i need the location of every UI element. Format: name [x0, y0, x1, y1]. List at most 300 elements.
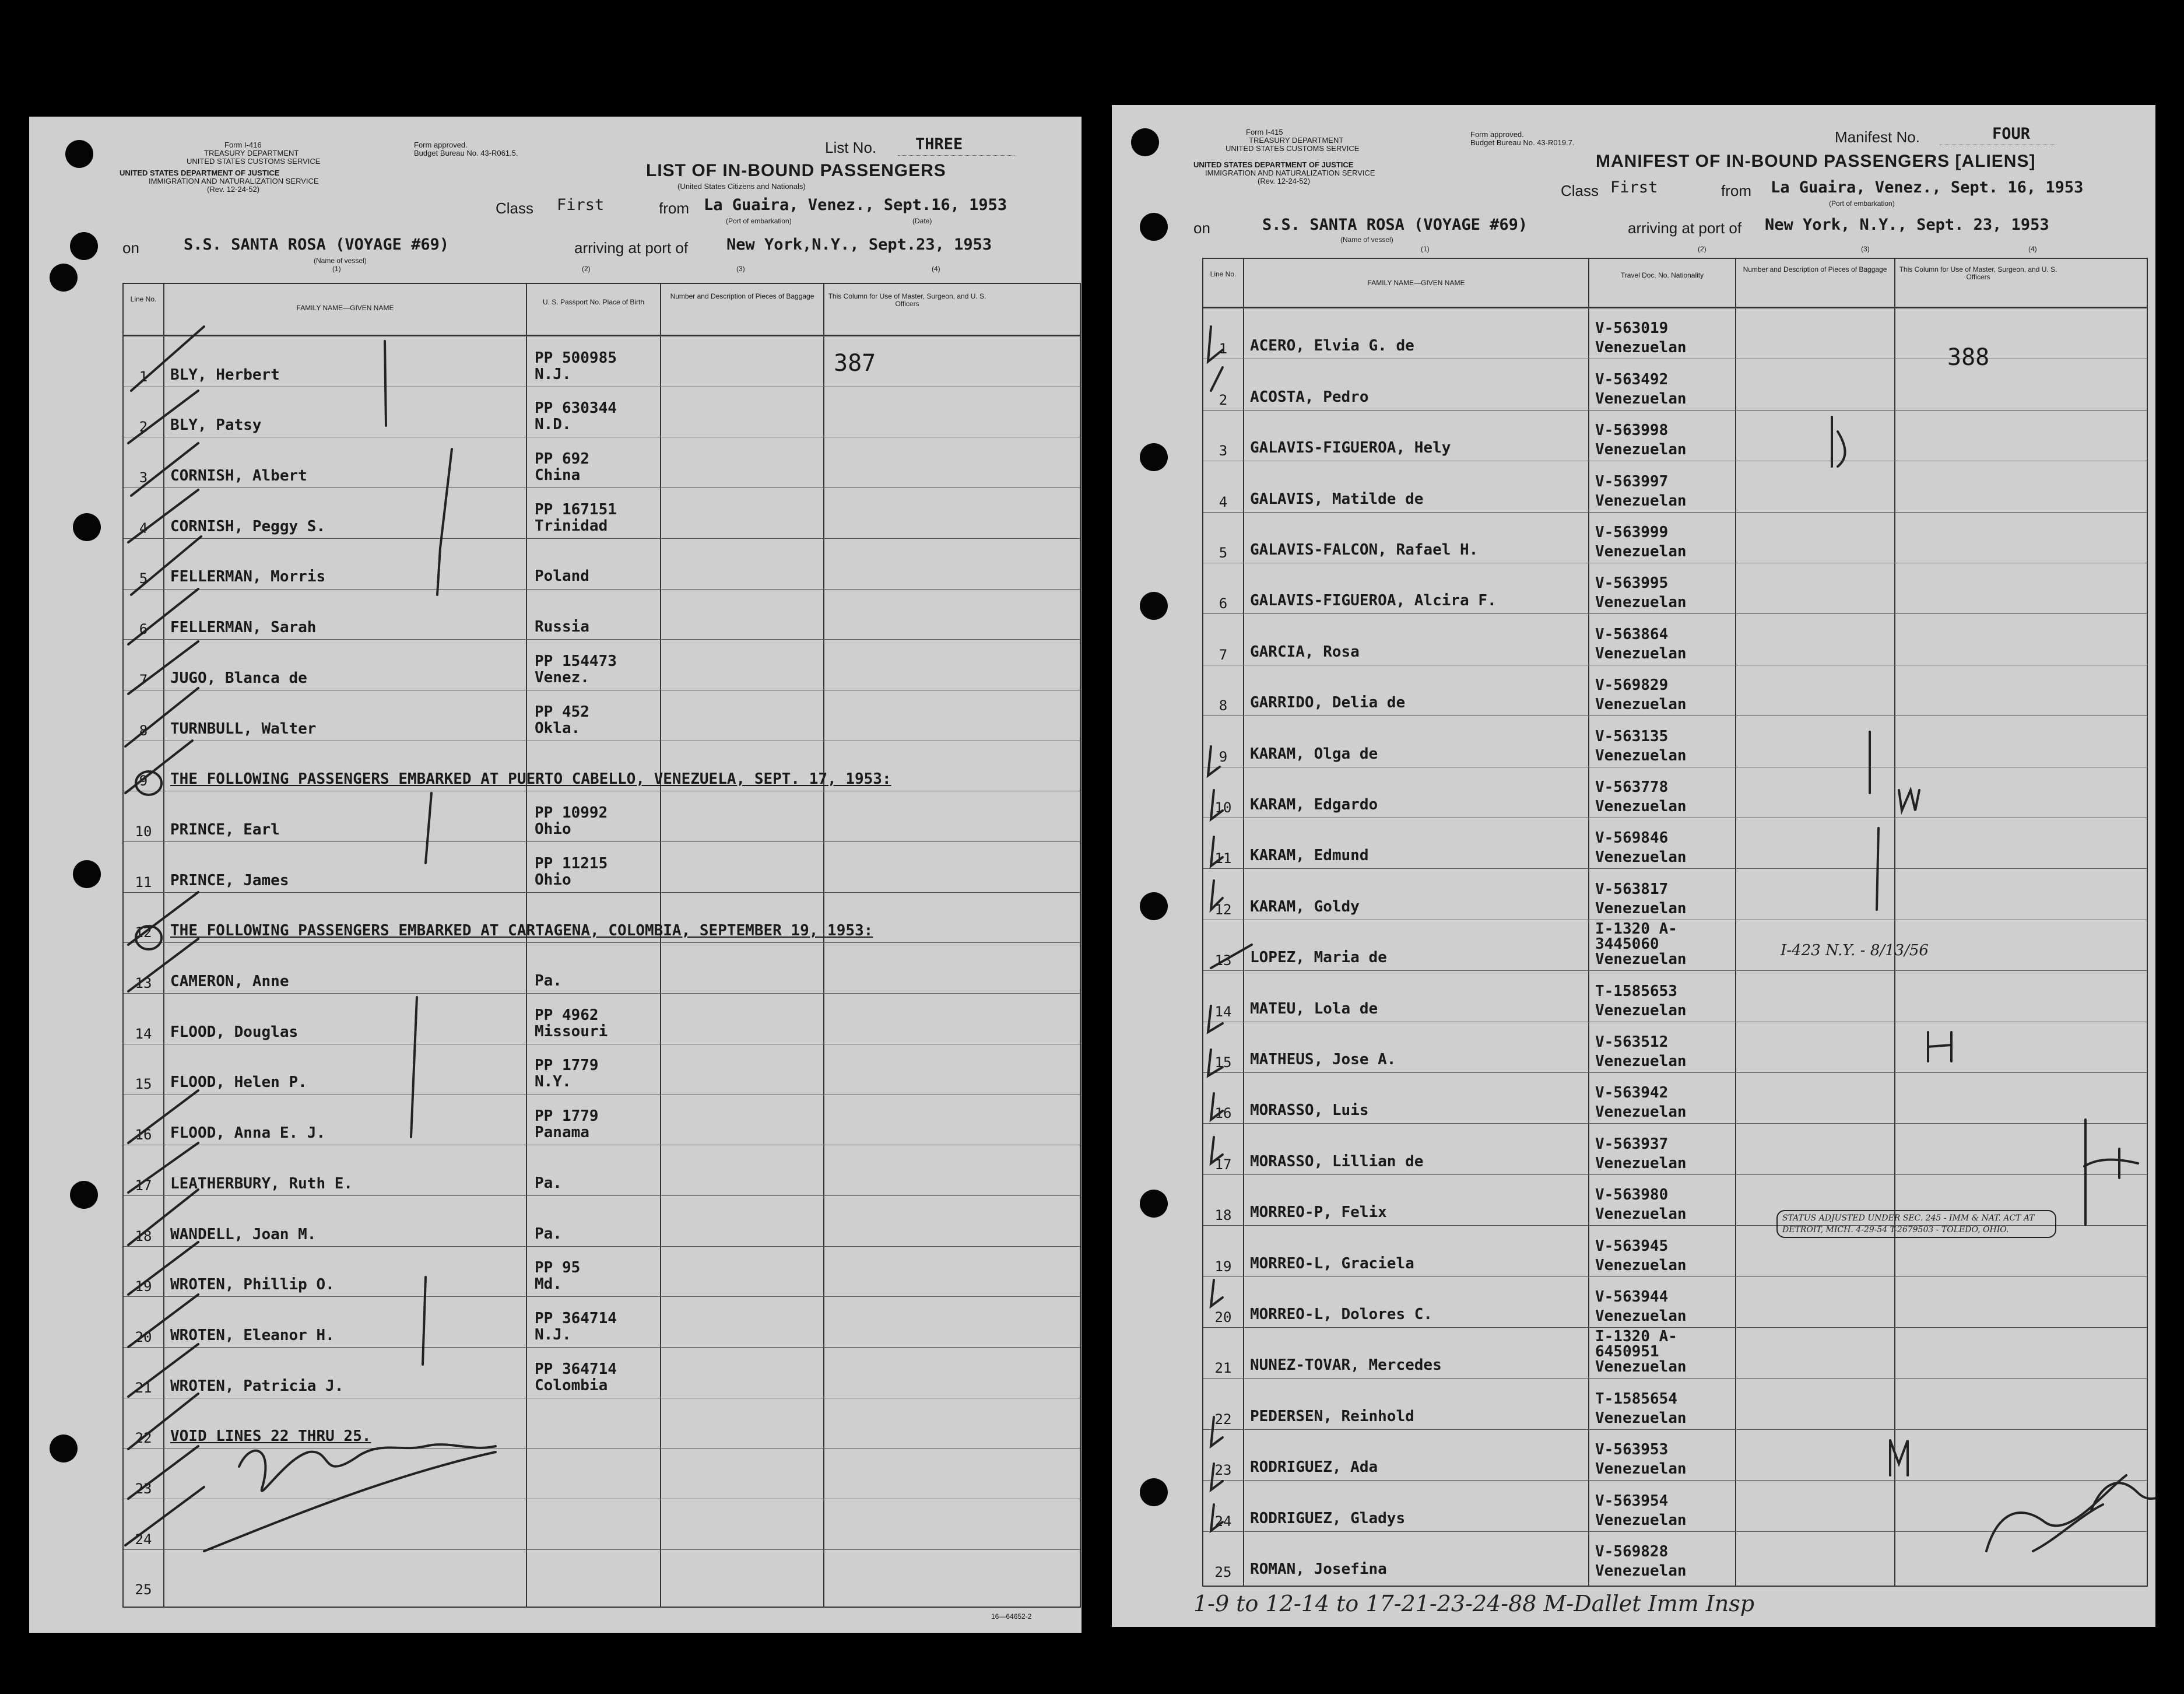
passenger-name: FLOOD, Helen P.: [170, 1074, 307, 1092]
travel-doc-number: V-563980: [1595, 1186, 1669, 1204]
page-title: LIST OF IN-BOUND PASSENGERS: [646, 161, 946, 180]
line-number: 22: [1214, 1411, 1232, 1428]
travel-doc-number: V-563954: [1595, 1492, 1669, 1510]
inbound-passenger-list-sheet: [29, 117, 1082, 1633]
place-of-birth: China: [535, 467, 581, 485]
travel-doc-number: V-563135: [1595, 727, 1669, 745]
header-officers: This Column for Use of Master, Surgeon, and U. S. Officers: [1899, 265, 2057, 281]
passenger-name: MORASSO, Luis: [1250, 1102, 1369, 1120]
line-number: 13: [1214, 952, 1232, 969]
passport-number: PP 630344: [535, 399, 617, 418]
line-number: 20: [1214, 1309, 1232, 1325]
travel-doc-number: V-563937: [1595, 1135, 1669, 1153]
col-num-3: (3): [1861, 245, 1870, 253]
passenger-name: WROTEN, Patricia J.: [170, 1377, 344, 1395]
passport-number: PP 167151: [535, 500, 617, 518]
col-num-3: (3): [736, 265, 745, 273]
travel-doc-number: V-569828: [1595, 1542, 1669, 1560]
nationality: Venezuelan: [1595, 339, 1687, 357]
customs-service: UNITED STATES CUSTOMS SERVICE: [187, 157, 321, 166]
line-number: 7: [139, 671, 148, 688]
passenger-name: NUNEZ-TOVAR, Mercedes: [1250, 1356, 1442, 1374]
line-number: 18: [1214, 1207, 1232, 1224]
passenger-name: CORNISH, Peggy S.: [170, 517, 326, 535]
table-row: [1203, 461, 2147, 512]
table-row: [124, 487, 1080, 539]
nationality: Venezuelan: [1595, 492, 1687, 510]
place-of-birth: N.D.: [535, 416, 571, 434]
line-number: 4: [1219, 493, 1228, 510]
customs-service: UNITED STATES CUSTOMS SERVICE: [1226, 144, 1360, 153]
table-row: [1203, 665, 2147, 716]
col-num-2: (2): [582, 265, 591, 273]
passenger-name: GALAVIS-FIGUEROA, Hely: [1250, 439, 1451, 457]
binder-hole: [50, 1435, 78, 1462]
passenger-name: MATHEUS, Jose A.: [1250, 1050, 1396, 1068]
line-number: 21: [1214, 1360, 1232, 1377]
table-row: [1203, 308, 2147, 359]
table-row: [124, 690, 1080, 741]
nationality: Venezuelan: [1595, 1358, 1687, 1376]
vessel-value: S.S. SANTA ROSA (VOYAGE #69): [184, 236, 450, 254]
passenger-name: ACERO, Elvia G. de: [1250, 337, 1414, 355]
form-number: Form I-415: [1246, 128, 1283, 136]
passport-number: PP 1779: [535, 1107, 599, 1125]
travel-doc-number: V-563998: [1595, 422, 1669, 440]
line-number: 15: [1214, 1054, 1232, 1071]
travel-doc-number: V-563864: [1595, 625, 1669, 643]
line-number: 12: [135, 924, 152, 941]
travel-doc-number: V-563953: [1595, 1441, 1669, 1459]
page-subtitle: (United States Citizens and Nationals): [677, 182, 806, 191]
line-number: 9: [1219, 748, 1228, 765]
class-value: First: [557, 196, 605, 214]
passenger-name: RODRIGUEZ, Ada: [1250, 1458, 1378, 1476]
travel-doc-number: V-563944: [1595, 1288, 1669, 1306]
place-of-birth: Okla.: [535, 719, 581, 737]
line-number: 5: [1219, 544, 1228, 561]
passenger-name: MORREO-L, Dolores C.: [1250, 1305, 1433, 1323]
nationality: Venezuelan: [1595, 1460, 1687, 1478]
class-label: Class: [1561, 182, 1599, 199]
table-row: [124, 741, 1080, 792]
passenger-name: TURNBULL, Walter: [170, 720, 317, 738]
table-row: [124, 942, 1080, 994]
travel-doc-number: V-563995: [1595, 574, 1669, 592]
line-number: 15: [135, 1076, 152, 1093]
handwritten-lopez-note: I-423 N.Y. - 8/13/56: [1781, 942, 1929, 959]
class-label: Class: [496, 199, 534, 217]
header-officers: This Column for Use of Master, Surgeon, and U. S. Officers: [828, 292, 986, 308]
table-row: [1203, 563, 2147, 614]
arriving-label: arriving at port of: [1628, 219, 1742, 237]
line-number: 18: [135, 1227, 152, 1244]
passenger-name: FLOOD, Anna E. J.: [170, 1124, 326, 1142]
line-number: 12: [1214, 901, 1232, 918]
passport-number: PP 95: [535, 1259, 581, 1277]
table-row: [1203, 1123, 2147, 1174]
passport-number: PP 692: [535, 450, 589, 468]
manifest-no-value: FOUR: [1992, 125, 2031, 143]
passenger-name: KARAM, Goldy: [1250, 897, 1360, 916]
travel-doc-number: V-563942: [1595, 1084, 1669, 1102]
passenger-name: ROMAN, Josefina: [1250, 1560, 1387, 1578]
embarkation-note-row: THE FOLLOWING PASSENGERS EMBARKED AT CARTAGENA, COLOMBIA, SEPTEMBER 19, 1953:: [170, 922, 873, 940]
passenger-name: RODRIGUEZ, Gladys: [1250, 1509, 1406, 1527]
table-row: [1203, 970, 2147, 1022]
nationality: Venezuelan: [1595, 594, 1687, 612]
table-row: [124, 1246, 1080, 1297]
line-number: 23: [135, 1481, 152, 1497]
class-value: First: [1610, 178, 1658, 197]
header-passport: U. S. Passport No. Place of Birth: [542, 298, 645, 306]
nationality: Venezuelan: [1595, 696, 1687, 714]
nationality: Venezuelan: [1595, 1562, 1687, 1580]
passenger-name: FELLERMAN, Morris: [170, 568, 326, 586]
passenger-name: WANDELL, Joan M.: [170, 1225, 317, 1243]
place-of-birth: Ohio: [535, 871, 571, 889]
line-number: 23: [1214, 1462, 1232, 1479]
line-number: 14: [135, 1025, 152, 1042]
place-of-birth: Md.: [535, 1275, 562, 1293]
passenger-name: CORNISH, Albert: [170, 467, 307, 485]
table-row: [1203, 1378, 2147, 1429]
binder-hole: [1140, 213, 1168, 241]
treasury-dept: TREASURY DEPARTMENT: [1249, 136, 1344, 145]
table-row: [1203, 1276, 2147, 1328]
port-embark-note: (Port of embarkation): [1829, 199, 1895, 208]
table-row: [124, 336, 1080, 387]
passenger-name: BLY, Patsy: [170, 416, 262, 434]
travel-doc-number: V-563512: [1595, 1033, 1669, 1051]
passport-number: PP 364714: [535, 1309, 617, 1327]
justice-dept: UNITED STATES DEPARTMENT OF JUSTICE: [120, 169, 280, 177]
binder-hole: [1131, 128, 1159, 156]
passenger-table: [122, 283, 1081, 1608]
from-value: La Guaira, Venez., Sept.16, 1953: [704, 196, 1007, 214]
line-number: 20: [135, 1328, 152, 1345]
header-family-name: FAMILY NAME—GIVEN NAME: [296, 304, 394, 312]
nationality: Venezuelan: [1595, 1307, 1687, 1325]
from-value: La Guaira, Venez., Sept. 16, 1953: [1771, 178, 2084, 197]
place-of-birth: Trinidad: [535, 517, 608, 535]
passport-number: PP 364714: [535, 1360, 617, 1378]
table-row: [124, 538, 1080, 590]
handwritten-list-number: 388: [1947, 344, 1990, 371]
nationality: Venezuelan: [1595, 1103, 1687, 1121]
passenger-name: ACOSTA, Pedro: [1250, 388, 1369, 406]
line-number: 3: [1219, 443, 1228, 460]
arrival-value: New York, N.Y., Sept. 23, 1953: [1765, 216, 2049, 234]
table-row: [124, 1296, 1080, 1348]
budget-bureau: Budget Bureau No. 43-R061.5.: [414, 149, 518, 157]
manifest-table: [1202, 258, 2148, 1587]
line-number: 22: [135, 1430, 152, 1447]
place-of-birth: N.J.: [535, 1325, 571, 1344]
binder-hole: [1140, 1190, 1168, 1218]
nationality: Venezuelan: [1595, 1256, 1687, 1274]
travel-doc-number: V-563817: [1595, 880, 1669, 898]
table-row: [1203, 359, 2147, 410]
line-number: 1: [139, 368, 148, 385]
line-number: 7: [1219, 646, 1228, 663]
nationality: Venezuelan: [1595, 951, 1687, 969]
passport-number: PP 452: [535, 703, 589, 721]
travel-doc-number: V-569846: [1595, 829, 1669, 847]
header-baggage: Number and Description of Pieces of Baggage: [1743, 265, 1887, 273]
header-line-no: Line No.: [1210, 270, 1237, 278]
place-of-birth: Pa.: [535, 1225, 562, 1243]
nationality: Venezuelan: [1595, 746, 1687, 764]
handwritten-list-number: 387: [834, 350, 876, 377]
travel-doc-number: V-563019: [1595, 320, 1669, 338]
binder-hole: [1140, 592, 1168, 620]
form-approved: Form approved.: [414, 141, 468, 149]
line-number: 10: [135, 823, 152, 840]
table-row: [124, 1044, 1080, 1095]
nationality: Venezuelan: [1595, 1001, 1687, 1019]
treasury-dept: TREASURY DEPARTMENT: [204, 149, 299, 157]
passenger-name: GARCIA, Rosa: [1250, 643, 1360, 661]
table-row: [1203, 767, 2147, 818]
table-row: [1203, 1327, 2147, 1379]
nationality: Venezuelan: [1595, 848, 1687, 867]
on-label: on: [1193, 219, 1210, 237]
passport-number: PP 11215: [535, 854, 608, 872]
table-row: [124, 1549, 1080, 1601]
line-number: 2: [139, 419, 148, 436]
passenger-name: MATEU, Lola de: [1250, 999, 1378, 1018]
form-approved: Form approved.: [1470, 130, 1524, 139]
line-number: 6: [139, 621, 148, 638]
travel-doc-number: V-563492: [1595, 370, 1669, 388]
table-row: [1203, 512, 2147, 563]
place-of-birth: Pa.: [535, 1174, 562, 1192]
table-row: [124, 841, 1080, 893]
nationality: Venezuelan: [1595, 542, 1687, 560]
travel-doc-number: V-563999: [1595, 523, 1669, 541]
date-note: (Date): [912, 217, 932, 225]
col-num-4: (4): [2028, 245, 2037, 253]
nationality: Venezuelan: [1595, 797, 1687, 815]
line-number: 9: [139, 773, 148, 790]
table-row: [1203, 920, 2147, 971]
handwritten-footer: 1-9 to 12-14 to 17-21-23-24-88 M-Dallet Imm Insp: [1193, 1591, 1755, 1616]
line-number: 10: [1214, 799, 1232, 816]
passport-number: PP 154473: [535, 652, 617, 670]
status-adjusted-note: STATUS ADJUSTED UNDER SEC. 245 - IMM & NAT. ACT AT DETROIT, MICH. 4-29-54 T-2679503 - TOLEDO, OHIO.: [1776, 1210, 2056, 1238]
passenger-name: LOPEZ, Maria de: [1250, 949, 1387, 967]
passenger-name: JUGO, Blanca de: [170, 669, 307, 687]
nationality: Venezuelan: [1595, 1154, 1687, 1172]
list-no-value: THREE: [915, 135, 963, 153]
travel-doc-number: V-563778: [1595, 778, 1669, 796]
line-number: 4: [139, 520, 148, 536]
table-row: [1203, 1022, 2147, 1073]
nationality: Venezuelan: [1595, 1052, 1687, 1070]
table-row: [1203, 818, 2147, 869]
vessel-note: (Name of vessel): [1340, 236, 1393, 244]
line-number: 24: [135, 1531, 152, 1548]
line-number: 2: [1219, 391, 1228, 408]
budget-bureau: Budget Bureau No. 43-R019.7.: [1470, 138, 1575, 147]
header-baggage: Number and Description of Pieces of Baggage: [670, 292, 814, 300]
passenger-name: MORASSO, Lillian de: [1250, 1152, 1424, 1170]
travel-doc-number: I-1320 A-3445060: [1595, 920, 1677, 953]
line-number: 8: [139, 722, 148, 739]
ins-service: IMMIGRATION AND NATURALIZATION SERVICE: [149, 177, 319, 185]
table-row: [124, 1347, 1080, 1398]
arrival-value: New York,N.Y., Sept.23, 1953: [726, 236, 992, 254]
print-code: 16—64652-2: [991, 1612, 1032, 1621]
table-row: [1203, 1072, 2147, 1124]
ins-service: IMMIGRATION AND NATURALIZATION SERVICE: [1205, 169, 1375, 177]
table-row: [124, 639, 1080, 690]
line-number: 6: [1219, 595, 1228, 612]
line-number: 16: [135, 1127, 152, 1144]
place-of-birth: Colombia: [535, 1376, 608, 1394]
from-label: from: [1721, 182, 1751, 199]
passenger-name: FLOOD, Douglas: [170, 1023, 299, 1041]
table-row: [124, 993, 1080, 1044]
line-number: 1: [1219, 341, 1228, 357]
table-row: [1203, 868, 2147, 920]
header-family-name: FAMILY NAME—GIVEN NAME: [1367, 279, 1465, 287]
table-row: [124, 1095, 1080, 1146]
table-row: [124, 892, 1080, 944]
page-title: MANIFEST OF IN-BOUND PASSENGERS [ALIENS]: [1596, 152, 2036, 171]
table-row: [1203, 613, 2147, 665]
binder-hole: [1140, 892, 1168, 920]
passenger-name: PRINCE, James: [170, 871, 289, 889]
line-number: 3: [139, 469, 148, 486]
table-row: [124, 1398, 1080, 1449]
place-of-birth: Panama: [535, 1124, 589, 1142]
inbound-alien-manifest-sheet: [1112, 105, 2155, 1627]
table-row: [1203, 1480, 2147, 1531]
table-row: [124, 1499, 1080, 1550]
place-of-birth: Poland: [535, 567, 589, 585]
col-num-1: (1): [332, 265, 341, 273]
revision-note: (Rev. 12-24-52): [207, 185, 260, 194]
passenger-name: KARAM, Edgardo: [1250, 795, 1378, 813]
passenger-name: WROTEN, Eleanor H.: [170, 1326, 335, 1344]
table-row: [1203, 410, 2147, 461]
travel-doc-number: V-563945: [1595, 1237, 1669, 1255]
binder-hole: [73, 513, 101, 541]
table-row: [1203, 1531, 2147, 1583]
binder-hole: [1140, 1478, 1168, 1506]
line-number: 5: [139, 570, 148, 587]
line-number: 13: [135, 975, 152, 992]
table-row: [124, 589, 1080, 640]
port-embark-note: (Port of embarkation): [726, 217, 792, 225]
passenger-name: PEDERSEN, Reinhold: [1250, 1407, 1414, 1425]
nationality: Venezuelan: [1595, 1205, 1687, 1223]
passport-number: PP 1779: [535, 1057, 599, 1075]
vessel-note: (Name of vessel): [314, 257, 367, 265]
passenger-name: PRINCE, Earl: [170, 820, 280, 839]
binder-hole: [73, 860, 101, 888]
place-of-birth: Missouri: [535, 1022, 608, 1040]
nationality: Venezuelan: [1595, 644, 1687, 662]
travel-doc-number: T-1585653: [1595, 982, 1677, 1000]
vessel-value: S.S. SANTA ROSA (VOYAGE #69): [1262, 216, 1528, 234]
line-number: 14: [1214, 1003, 1232, 1020]
line-number: 16: [1214, 1105, 1232, 1122]
travel-doc-number: I-1320 A-6450951: [1595, 1328, 1677, 1360]
place-of-birth: N.Y.: [535, 1073, 571, 1091]
table-row: [124, 437, 1080, 488]
line-number: 19: [135, 1278, 152, 1295]
table-row: [124, 791, 1080, 842]
place-of-birth: Pa.: [535, 972, 562, 990]
passenger-name: BLY, Herbert: [170, 366, 280, 384]
passport-number: PP 10992: [535, 804, 608, 822]
nationality: Venezuelan: [1595, 1409, 1687, 1427]
line-number: 25: [135, 1581, 152, 1598]
binder-hole: [50, 264, 78, 292]
passenger-name: GARRIDO, Delia de: [1250, 694, 1406, 712]
table-row: [124, 1145, 1080, 1196]
col-num-4: (4): [932, 265, 940, 273]
nationality: Venezuelan: [1595, 441, 1687, 459]
nationality: Venezuelan: [1595, 899, 1687, 917]
table-row: [124, 1195, 1080, 1247]
line-number: 19: [1214, 1258, 1232, 1275]
place-of-birth: N.J.: [535, 365, 571, 383]
line-number: 25: [1214, 1563, 1232, 1580]
col-num-1: (1): [1421, 245, 1430, 253]
passenger-name: MORREO-P, Felix: [1250, 1204, 1387, 1222]
binder-hole: [1140, 443, 1168, 471]
line-number: 11: [135, 874, 152, 890]
line-number: 17: [1214, 1156, 1232, 1173]
passenger-name: MORREO-L, Graciela: [1250, 1254, 1414, 1272]
passport-number: PP 500985: [535, 349, 617, 367]
passenger-name: GALAVIS-FIGUEROA, Alcira F.: [1250, 592, 1497, 610]
void-lines-note: VOID LINES 22 THRU 25.: [170, 1428, 371, 1446]
passenger-name: FELLERMAN, Sarah: [170, 619, 317, 637]
binder-hole: [70, 1181, 98, 1209]
travel-doc-number: T-1585654: [1595, 1390, 1677, 1408]
line-number: 21: [135, 1379, 152, 1396]
passenger-name: LEATHERBURY, Ruth E.: [170, 1174, 353, 1193]
manifest-no-label: Manifest No.: [1835, 128, 1920, 146]
place-of-birth: Ohio: [535, 820, 571, 838]
place-of-birth: Russia: [535, 618, 589, 636]
line-number: 24: [1214, 1513, 1232, 1530]
table-row: [1203, 716, 2147, 767]
passenger-name: GALAVIS, Matilde de: [1250, 490, 1424, 508]
passenger-name: WROTEN, Phillip O.: [170, 1276, 335, 1294]
arriving-label: arriving at port of: [574, 239, 689, 257]
form-number: Form I-416: [224, 141, 262, 149]
binder-hole: [70, 232, 98, 260]
from-label: from: [659, 199, 689, 217]
passenger-name: KARAM, Edmund: [1250, 847, 1369, 865]
nationality: Venezuelan: [1595, 1511, 1687, 1529]
embarkation-note-row: THE FOLLOWING PASSENGERS EMBARKED AT PUERTO CABELLO, VENEZUELA, SEPT. 17, 1953:: [170, 770, 891, 788]
line-number: 11: [1214, 850, 1232, 867]
on-label: on: [122, 239, 139, 257]
nationality: Venezuelan: [1595, 390, 1687, 408]
passenger-name: CAMERON, Anne: [170, 973, 289, 991]
binder-hole: [65, 140, 93, 168]
justice-dept: UNITED STATES DEPARTMENT OF JUSTICE: [1193, 160, 1354, 169]
table-row: [1203, 1429, 2147, 1481]
header-line-no: Line No.: [130, 295, 157, 303]
